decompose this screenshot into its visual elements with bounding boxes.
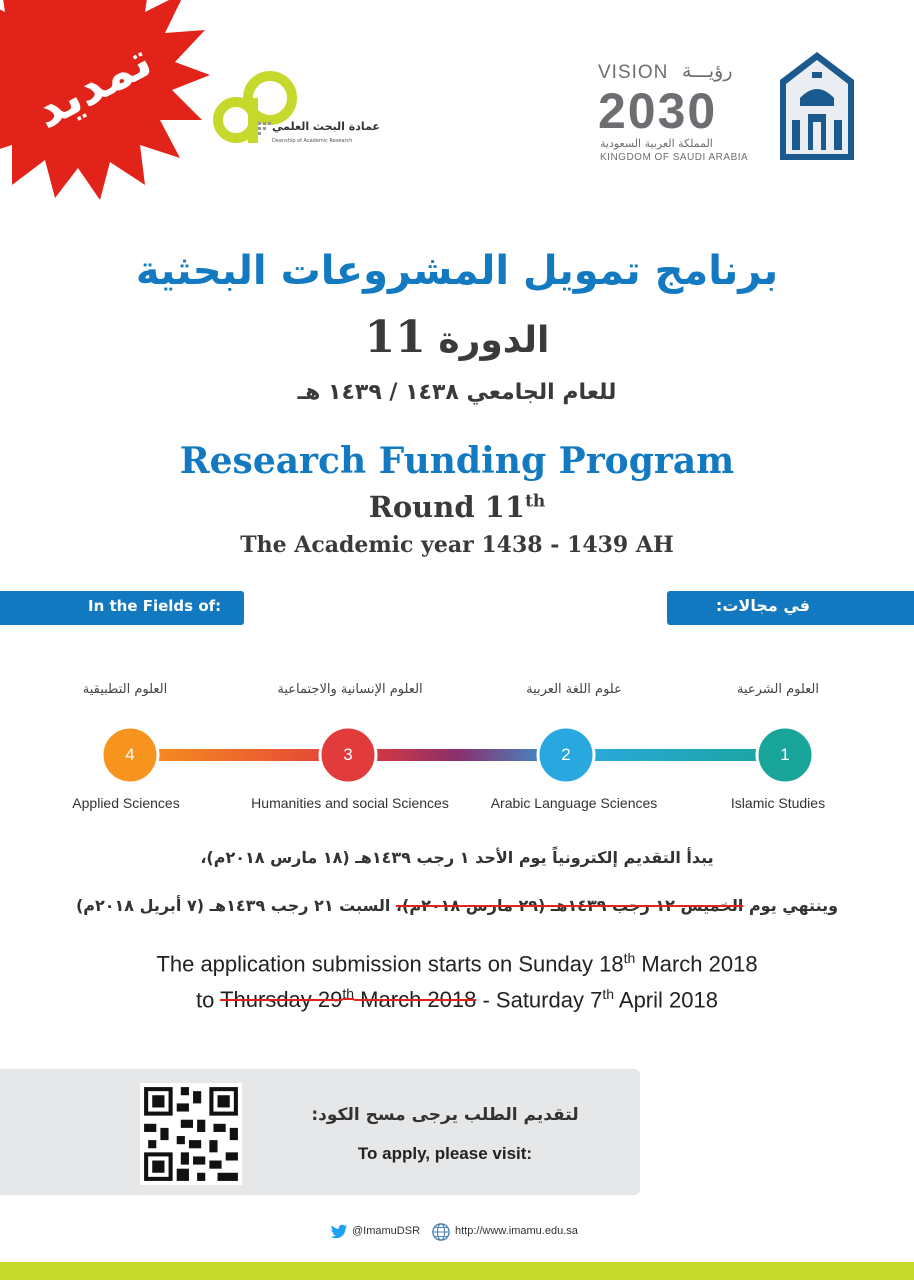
start-en-a: The application submission starts on Sunday 18 [156, 951, 624, 977]
submission-end-en [0, 986, 914, 1013]
deanship-name-ar: عمادة البحث العلمي [272, 120, 380, 133]
field-4-number: 4 [125, 745, 135, 764]
end-prefix-ar: وينتهي يوم [743, 896, 839, 915]
apply-box [0, 1069, 640, 1195]
qr-code-icon[interactable] [140, 1083, 242, 1185]
apply-instruction-ar: لتقديم الطلب يرجى مسح الكود: [311, 1105, 579, 1125]
start-en-sup: th [623, 950, 636, 966]
vision-year: 2030 [598, 83, 718, 139]
vision-label-en: VISION [598, 62, 669, 83]
academic-year-en: The Academic year 1438 - 1439 AH [240, 532, 674, 558]
university-emblem-icon [778, 50, 856, 162]
new-end-en-a: - Saturday 7 [476, 987, 603, 1013]
website-url[interactable]: http://www.imamu.edu.sa [455, 1225, 578, 1237]
round-title-en [0, 490, 914, 524]
vision-label-ar: رؤيـــة [682, 60, 733, 82]
globe-icon[interactable] [432, 1223, 450, 1241]
round-title-ar [0, 312, 914, 363]
old-end-date-ar: الخميس ١٢ رجب ١٤٣٩هـ (٢٩ مارس ٢٠١٨م)، [395, 896, 744, 915]
timeline-line [130, 749, 785, 761]
fields-header-ar [667, 591, 914, 625]
twitter-icon[interactable] [330, 1224, 348, 1240]
new-end-date-ar: السبت ٢١ رجب ١٤٣٩هـ (٧ أبريل ٢٠١٨م) [75, 896, 396, 915]
fields-header-en [0, 591, 244, 625]
apply-instruction-en: To apply, please visit: [357, 1144, 533, 1163]
badge-text: تمديد [25, 32, 161, 140]
round-en-suffix: th [525, 491, 546, 512]
submission-end-ar [0, 896, 914, 915]
vision-ksa-ar: المملكة العربية السعودية [600, 137, 713, 150]
field-2-label-ar: علوم اللغة العربية [526, 682, 622, 697]
field-1-label-ar: العلوم الشرعية [736, 682, 820, 697]
submission-start-ar: يبدأ التقديم إلكترونياً يوم الأحد ١ رجب ١٤٣٩هـ (١٨ مارس ٢٠١٨م)، [200, 848, 714, 867]
new-end-en-b: April 2018 [614, 987, 718, 1013]
field-3-label-ar: العلوم الإنسانية والاجتماعية [277, 682, 423, 697]
field-1-label-en: Islamic Studies [730, 795, 826, 811]
old-end-en-sup: th [342, 986, 355, 1002]
field-2-label-en: Arabic Language Sciences [490, 795, 658, 811]
program-title-en: Research Funding Program [179, 440, 735, 482]
old-end-en-b: March 2018 [354, 987, 477, 1013]
field-4-label-ar: العلوم التطبيقية [82, 682, 168, 697]
submission-start-en [0, 950, 914, 977]
field-2-number: 2 [561, 745, 571, 764]
field-4-label-en: Applied Sciences [72, 795, 180, 811]
fields-header-ar-label: في مجالات: [715, 596, 810, 615]
old-end-en-a: Thursday 29 [220, 987, 343, 1013]
fields-header-en-label: In the Fields of: [88, 597, 222, 615]
end-en-to: to [196, 987, 221, 1013]
footer-bar [0, 1262, 914, 1280]
program-title-ar: برنامج تمويل المشروعات البحثية [135, 248, 779, 294]
round-number-ar: 11 [364, 312, 426, 363]
vision-ksa-en: KINGDOM OF SAUDI ARABIA [600, 152, 749, 163]
old-end-date-en [220, 987, 476, 1012]
new-end-en-sup: th [602, 986, 614, 1002]
field-1-number: 1 [780, 745, 790, 764]
academic-year-ar: للعام الجامعي ١٤٣٨ / ١٤٣٩ هـ [297, 380, 617, 405]
field-3-number: 3 [343, 745, 353, 764]
round-en-text: Round 11 [368, 490, 526, 524]
field-3-label-en: Humanities and social Sciences [251, 795, 449, 811]
round-word-ar: الدورة [438, 320, 550, 361]
start-en-b: March 2018 [635, 951, 758, 977]
twitter-handle[interactable]: @ImamuDSR [352, 1225, 421, 1237]
deanship-name-en: Deanship of Academic Research [272, 138, 353, 144]
